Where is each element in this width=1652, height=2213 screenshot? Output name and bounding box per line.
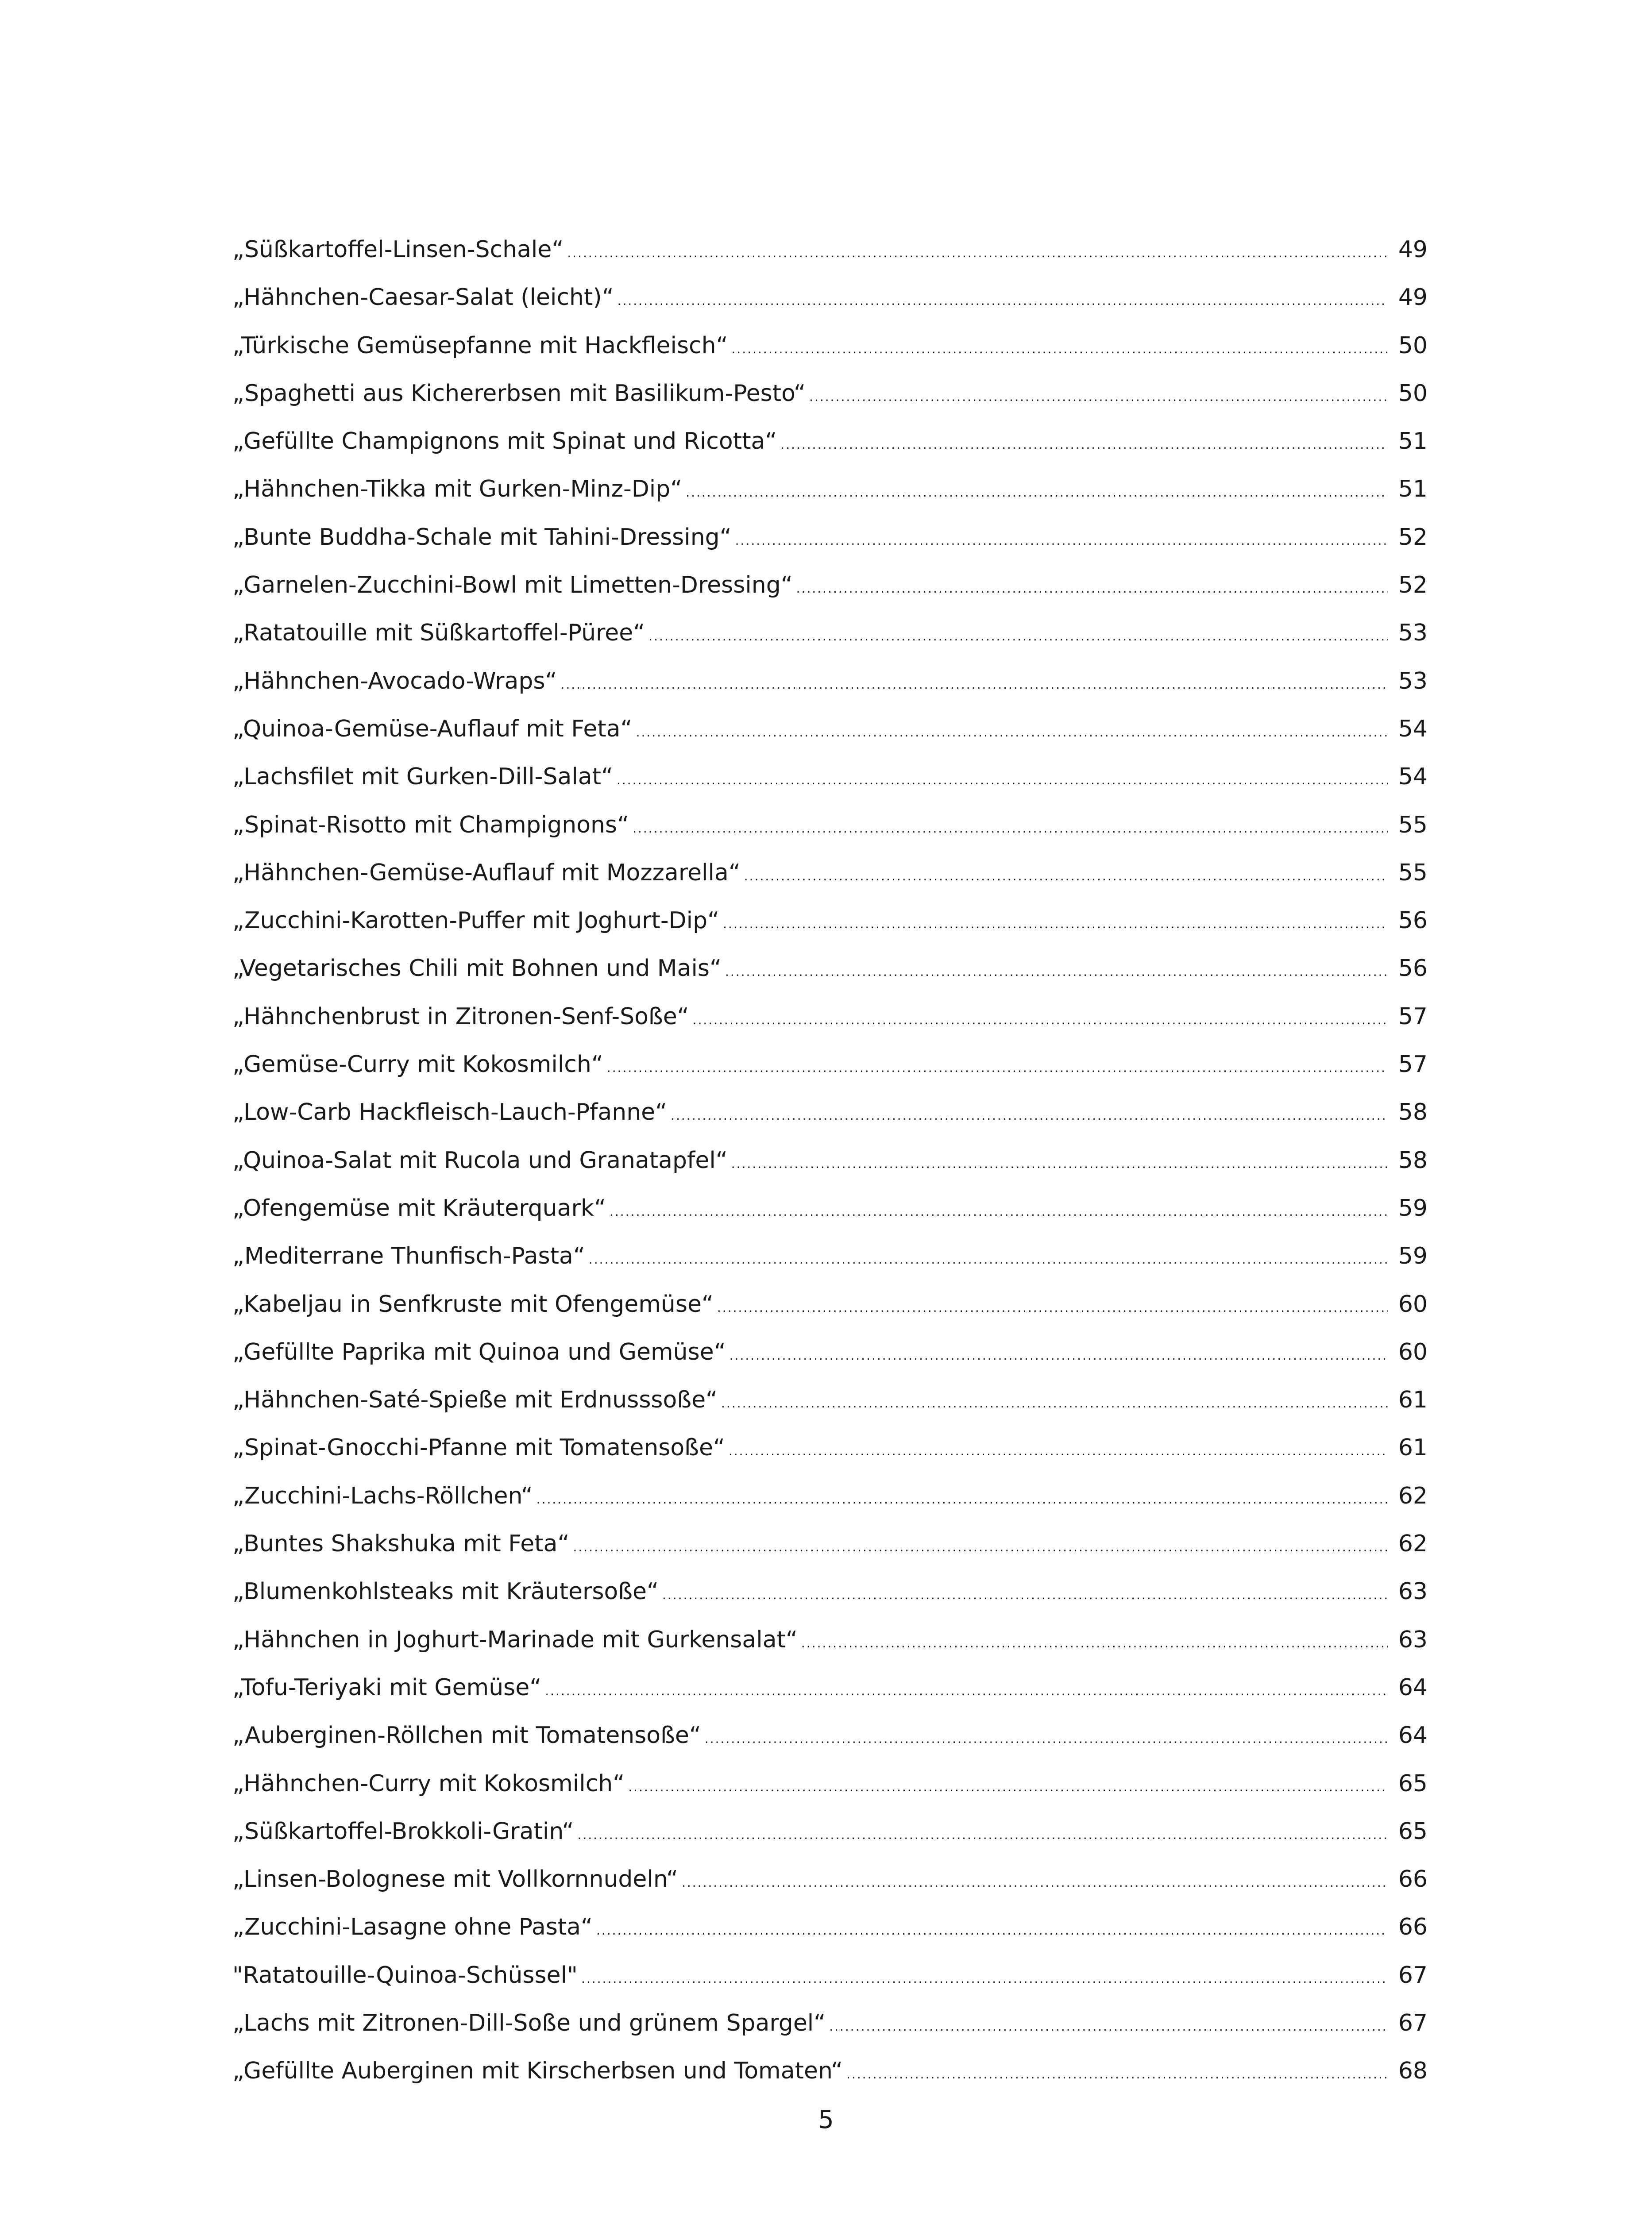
toc-dot-leader (732, 325, 1388, 373)
toc-entry-title[interactable]: „Low-Carb Hackfleisch-Lauch-Pfanne“ (232, 1099, 668, 1126)
toc-entry-title[interactable]: „Auberginen-Röllchen mit Tomatensoße“ (232, 1722, 701, 1749)
toc-entry-page-number[interactable]: 54 (1398, 715, 1428, 742)
toc-entry-page-number[interactable]: 51 (1398, 428, 1428, 455)
toc-entry[interactable] (232, 1999, 1428, 2047)
toc-entry[interactable] (232, 1184, 1428, 1232)
toc-entry-title[interactable]: „Zucchini-Karotten-Puffer mit Joghurt-Dip“ (232, 907, 720, 934)
toc-entry-page-number[interactable]: 60 (1398, 1291, 1428, 1318)
toc-entry-page-number[interactable]: 56 (1398, 907, 1428, 934)
toc-entry[interactable] (232, 2047, 1428, 2095)
toc-entry-page-number[interactable]: 65 (1398, 1818, 1428, 1845)
toc-entry-title[interactable]: „Türkische Gemüsepfanne mit Hackfleisch“ (232, 332, 728, 359)
toc-entry[interactable] (232, 1760, 1428, 1808)
toc-entry-title[interactable]: „Lachs mit Zitronen-Dill-Soße und grünem Spargel“ (232, 2009, 826, 2036)
toc-entry-title[interactable]: „Gefüllte Paprika mit Quinoa und Gemüse“ (232, 1338, 726, 1365)
toc-entry[interactable] (232, 1232, 1428, 1280)
toc-entry-title[interactable]: „Hähnchenbrust in Zitronen-Senf-Soße“ (232, 1003, 689, 1030)
toc-entry-title[interactable]: „Linsen-Bolognese mit Vollkornnudeln“ (232, 1866, 678, 1893)
toc-dot-leader (829, 2003, 1388, 2051)
toc-dot-leader (729, 1427, 1388, 1475)
toc-dot-leader (705, 1715, 1388, 1763)
table-of-contents (232, 226, 1428, 2095)
toc-entry[interactable] (232, 322, 1428, 370)
toc-entry-title[interactable]: „Hähnchen-Caesar-Salat (leicht)“ (232, 284, 614, 311)
toc-entry-title[interactable]: „Süßkartoffel-Linsen-Schale“ (232, 236, 564, 263)
toc-dot-leader (693, 996, 1388, 1044)
toc-entry-page-number[interactable]: 59 (1398, 1195, 1428, 1222)
toc-entry-title[interactable]: „Süßkartoffel-Brokkoli-Gratin“ (232, 1818, 574, 1845)
toc-entry[interactable] (232, 609, 1428, 657)
toc-entry-page-number[interactable]: 68 (1398, 2058, 1428, 2085)
toc-entry-title[interactable]: „Blumenkohlsteaks mit Kräutersoße“ (232, 1578, 659, 1605)
toc-dot-leader (780, 421, 1388, 469)
toc-entry-page-number[interactable]: 50 (1398, 332, 1428, 359)
toc-entry-title[interactable]: „Hähnchen in Joghurt-Marinade mit Gurkensalat“ (232, 1626, 798, 1653)
toc-entry-title[interactable]: „Gefüllte Auberginen mit Kirscherbsen und Tomaten“ (232, 2058, 843, 2085)
toc-dot-leader (607, 1044, 1388, 1092)
toc-dot-leader (744, 852, 1388, 900)
toc-entry-title[interactable]: „Zucchini-Lachs-Röllchen“ (232, 1482, 533, 1509)
toc-entry-title[interactable]: „Mediterrane Thunfisch-Pasta“ (232, 1243, 585, 1270)
toc-entry-title[interactable]: „Spaghetti aus Kichererbsen mit Basilikum-Pesto“ (232, 380, 806, 407)
toc-entry-page-number[interactable]: 62 (1398, 1531, 1428, 1558)
toc-entry[interactable] (232, 1280, 1428, 1328)
toc-entry-title[interactable]: „Gemüse-Curry mit Kokosmilch“ (232, 1051, 603, 1078)
toc-entry[interactable] (232, 274, 1428, 321)
toc-entry[interactable] (232, 1616, 1428, 1664)
toc-entry[interactable] (232, 657, 1428, 705)
toc-entry-title[interactable]: „Bunte Buddha-Schale mit Tahini-Dressing“ (232, 524, 732, 551)
toc-dot-leader (717, 1284, 1388, 1332)
toc-dot-leader (589, 1236, 1388, 1284)
toc-dot-leader (671, 1092, 1388, 1140)
toc-entry-page-number[interactable]: 64 (1398, 1674, 1428, 1701)
toc-dot-leader (628, 1763, 1388, 1811)
toc-entry-page-number[interactable]: 63 (1398, 1578, 1428, 1605)
page-number: 5 (818, 2105, 834, 2134)
toc-entry[interactable] (232, 465, 1428, 513)
toc-entry[interactable] (232, 1041, 1428, 1088)
toc-entry-title[interactable]: „Zucchini-Lasagne ohne Pasta“ (232, 1914, 593, 1941)
toc-entry-page-number[interactable]: 54 (1398, 763, 1428, 790)
toc-entry-page-number[interactable]: 49 (1398, 236, 1428, 263)
toc-entry-title[interactable]: „Ratatouille mit Süßkartoffel-Püree“ (232, 620, 645, 647)
toc-dot-leader (577, 1811, 1388, 1859)
toc-entry-page-number[interactable]: 58 (1398, 1099, 1428, 1126)
toc-entry[interactable] (232, 1568, 1428, 1615)
toc-dot-leader (648, 613, 1388, 660)
toc-dot-leader (636, 709, 1388, 756)
toc-entry[interactable] (232, 1520, 1428, 1568)
toc-entry-page-number[interactable]: 55 (1398, 859, 1428, 886)
toc-entry[interactable] (232, 897, 1428, 945)
toc-dot-leader (573, 1523, 1388, 1571)
toc-dot-leader (723, 900, 1388, 948)
toc-entry[interactable] (232, 1424, 1428, 1472)
toc-dot-leader (610, 1188, 1388, 1236)
toc-entry-page-number[interactable]: 60 (1398, 1338, 1428, 1365)
toc-entry-title[interactable]: „Gefüllte Champignons mit Spinat und Ricotta“ (232, 428, 777, 455)
toc-dot-leader (662, 1571, 1388, 1619)
toc-entry-page-number[interactable]: 61 (1398, 1387, 1428, 1414)
toc-entry-page-number[interactable]: 59 (1398, 1243, 1428, 1270)
toc-dot-leader (682, 1859, 1388, 1907)
toc-entry-title[interactable]: „Kabeljau in Senfkruste mit Ofengemüse“ (232, 1291, 714, 1318)
toc-dot-leader (735, 517, 1388, 565)
toc-entry[interactable] (232, 1951, 1428, 1999)
toc-dot-leader (809, 373, 1388, 421)
toc-dot-leader (796, 565, 1388, 613)
toc-entry-page-number[interactable]: 62 (1398, 1482, 1428, 1509)
toc-entry-title[interactable]: "Ratatouille-Quinoa-Schüssel" (232, 1962, 578, 1989)
toc-dot-leader (596, 1907, 1388, 1955)
toc-entry-page-number[interactable]: 63 (1398, 1626, 1428, 1653)
toc-entry-page-number[interactable]: 64 (1398, 1722, 1428, 1749)
toc-entry-page-number[interactable]: 67 (1398, 1962, 1428, 1989)
toc-entry[interactable] (232, 1328, 1428, 1376)
toc-entry[interactable] (232, 945, 1428, 992)
toc-entry-page-number[interactable]: 52 (1398, 572, 1428, 599)
toc-entry[interactable] (232, 1903, 1428, 1951)
toc-entry[interactable] (232, 753, 1428, 801)
toc-entry[interactable] (232, 417, 1428, 465)
toc-entry[interactable] (232, 849, 1428, 897)
toc-dot-leader (730, 1332, 1388, 1380)
toc-entry-page-number[interactable]: 57 (1398, 1051, 1428, 1078)
toc-dot-leader (618, 277, 1388, 325)
toc-dot-leader (560, 661, 1388, 709)
toc-entry-title[interactable]: „Hähnchen-Gemüse-Auflauf mit Mozzarella“ (232, 859, 741, 886)
toc-entry-title[interactable]: „Tofu-Teriyaki mit Gemüse“ (232, 1674, 542, 1701)
toc-entry-title[interactable]: „Spinat-Risotto mit Champignons“ (232, 811, 629, 838)
toc-entry-page-number[interactable]: 66 (1398, 1866, 1428, 1893)
toc-dot-leader (846, 2051, 1388, 2098)
toc-entry-page-number[interactable]: 53 (1398, 620, 1428, 647)
toc-entry-title[interactable]: „Buntes Shakshuka mit Feta“ (232, 1531, 570, 1558)
toc-entry-page-number[interactable]: 57 (1398, 1003, 1428, 1030)
toc-entry-page-number[interactable]: 55 (1398, 811, 1428, 838)
toc-dot-leader (721, 1380, 1388, 1427)
toc-entry[interactable] (232, 513, 1428, 561)
toc-dot-leader (567, 229, 1388, 277)
toc-entry-page-number[interactable]: 61 (1398, 1434, 1428, 1461)
toc-dot-leader (537, 1476, 1388, 1523)
toc-entry[interactable] (232, 561, 1428, 609)
toc-dot-leader (617, 756, 1388, 804)
toc-entry[interactable] (232, 1137, 1428, 1184)
toc-entry[interactable] (232, 1712, 1428, 1759)
toc-entry[interactable] (232, 993, 1428, 1041)
toc-entry-page-number[interactable]: 65 (1398, 1770, 1428, 1797)
toc-entry[interactable] (232, 226, 1428, 274)
toc-entry-title[interactable]: „Ofengemüse mit Kräuterquark“ (232, 1195, 606, 1222)
toc-entry[interactable] (232, 1472, 1428, 1520)
toc-entry-page-number[interactable]: 66 (1398, 1914, 1428, 1941)
toc-entry-title[interactable]: „Quinoa-Salat mit Rucola und Granatapfel“ (232, 1147, 728, 1174)
toc-entry[interactable] (232, 801, 1428, 849)
toc-entry-page-number[interactable]: 51 (1398, 476, 1428, 503)
toc-entry-page-number[interactable]: 53 (1398, 667, 1428, 694)
toc-entry-title[interactable]: „Lachsfilet mit Gurken-Dill-Salat“ (232, 763, 613, 790)
toc-entry-title[interactable]: „Vegetarisches Chili mit Bohnen und Mais“ (232, 955, 722, 982)
toc-dot-leader (725, 948, 1388, 996)
toc-entry-title[interactable]: „Hähnchen-Saté-Spieße mit Erdnusssoße“ (232, 1387, 718, 1414)
toc-entry-title[interactable]: „Hähnchen-Tikka mit Gurken-Minz-Dip“ (232, 476, 683, 503)
toc-dot-leader (686, 469, 1388, 517)
toc-entry-page-number[interactable]: 58 (1398, 1147, 1428, 1174)
toc-dot-leader (581, 1955, 1388, 2003)
toc-entry-title[interactable]: „Hähnchen-Avocado-Wraps“ (232, 667, 557, 694)
toc-entry-page-number[interactable]: 56 (1398, 955, 1428, 982)
toc-entry-page-number[interactable]: 49 (1398, 284, 1428, 311)
toc-entry-page-number[interactable]: 50 (1398, 380, 1428, 407)
toc-entry-title[interactable]: „Hähnchen-Curry mit Kokosmilch“ (232, 1770, 625, 1797)
toc-entry[interactable] (232, 1088, 1428, 1136)
toc-entry[interactable] (232, 1664, 1428, 1712)
toc-entry[interactable] (232, 370, 1428, 417)
toc-entry-title[interactable]: „Spinat-Gnocchi-Pfanne mit Tomatensoße“ (232, 1434, 725, 1461)
toc-entry[interactable] (232, 1855, 1428, 1903)
toc-entry-page-number[interactable]: 52 (1398, 524, 1428, 551)
toc-entry-title[interactable]: „Quinoa-Gemüse-Auflauf mit Feta“ (232, 715, 633, 742)
toc-entry[interactable] (232, 705, 1428, 753)
toc-dot-leader (731, 1140, 1388, 1188)
toc-dot-leader (801, 1619, 1388, 1667)
toc-entry[interactable] (232, 1808, 1428, 1855)
toc-entry[interactable] (232, 1376, 1428, 1424)
toc-dot-leader (633, 805, 1388, 852)
toc-dot-leader (545, 1667, 1388, 1715)
toc-entry-title[interactable]: „Garnelen-Zucchini-Bowl mit Limetten-Dressing“ (232, 572, 793, 599)
toc-entry-page-number[interactable]: 67 (1398, 2009, 1428, 2036)
